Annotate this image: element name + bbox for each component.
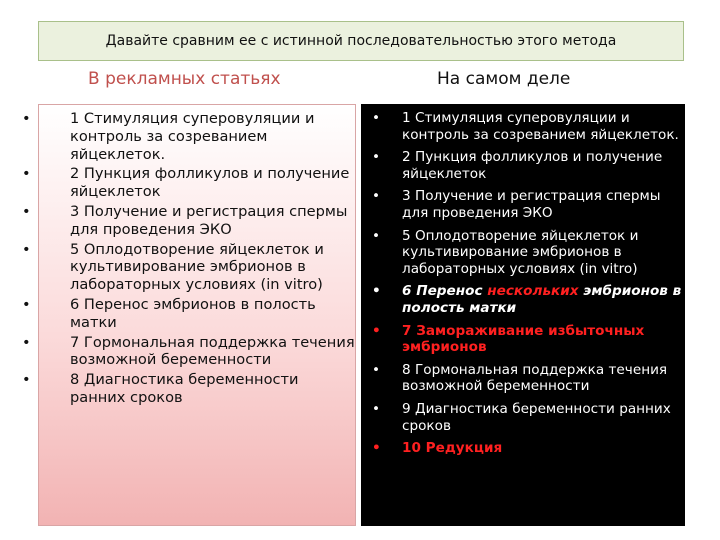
bullet-icon: • [22,295,31,313]
list-item: • 2 Пункция фолликулов и получение яйцеклеток [22,165,350,201]
right-column-title: На самом деле [437,69,571,89]
list-item: • 5 Оплодотворение яйцеклеток и культивирование эмбрионов в лабораторных условиях (in vitro) [22,240,324,294]
right-steps-list [372,110,684,463]
bullet-icon: • [22,333,31,351]
bullet-icon: • [372,188,381,205]
bullet-icon: • [372,400,381,417]
list-item: • 5 Оплодотворение яйцеклеток и культивирование эмбрионов в лабораторных условиях (in vitro) [372,227,639,277]
list-item: • 7 Гормональная поддержка течения возможной беременности [22,333,355,369]
bullet-icon: • [372,110,381,126]
list-item: • 6 Перенос эмбрионов в полость матки [22,295,316,331]
bullet-icon: • [22,202,31,220]
bullet-icon: • [372,361,381,378]
list-item: • 10 Редукция [372,440,503,457]
list-item: • 3 Получение и регистрация спермы для проведения ЭКО [372,188,661,221]
list-item: • 8 Гормональная поддержка течения возможной беременности [372,361,668,395]
bullet-icon: • [22,240,31,258]
list-item: • 6 Перенос нескольких эмбрионов в полость матки [372,283,682,316]
bullet-icon: • [22,165,31,183]
bullet-icon: • [372,149,381,166]
bullet-icon: • [372,322,381,339]
list-item: • 7 Замораживание избыточных эмбрионов [372,322,645,356]
list-item: • 2 Пункция фолликулов и получение яйцеклеток [372,149,663,182]
list-item: • 1 Стимуляция суперовуляции и контроль за созреванием яйцеклеток. [22,110,315,163]
slide-title-banner [38,21,684,61]
bullet-icon: • [372,440,381,457]
list-item: • 8 Диагностика беременности ранних сроков [22,371,299,406]
bullet-icon: • [22,110,31,127]
bullet-icon: • [372,283,381,300]
left-steps-list [22,110,356,409]
list-item: • 9 Диагностика беременности ранних сроков [372,400,671,434]
list-item: • 1 Стимуляция суперовуляции и контроль за созреванием яйцеклеток. [372,110,679,143]
highlight-text: нескольких [487,283,579,300]
bullet-icon: • [22,371,31,389]
slide-title: Давайте сравним ее с истинной последовательностью этого метода [105,33,617,49]
left-column-title: В рекламных статьях [88,69,281,89]
list-item: • 3 Получение и регистрация спермы для проведения ЭКО [22,202,348,238]
bullet-icon: • [372,227,381,244]
